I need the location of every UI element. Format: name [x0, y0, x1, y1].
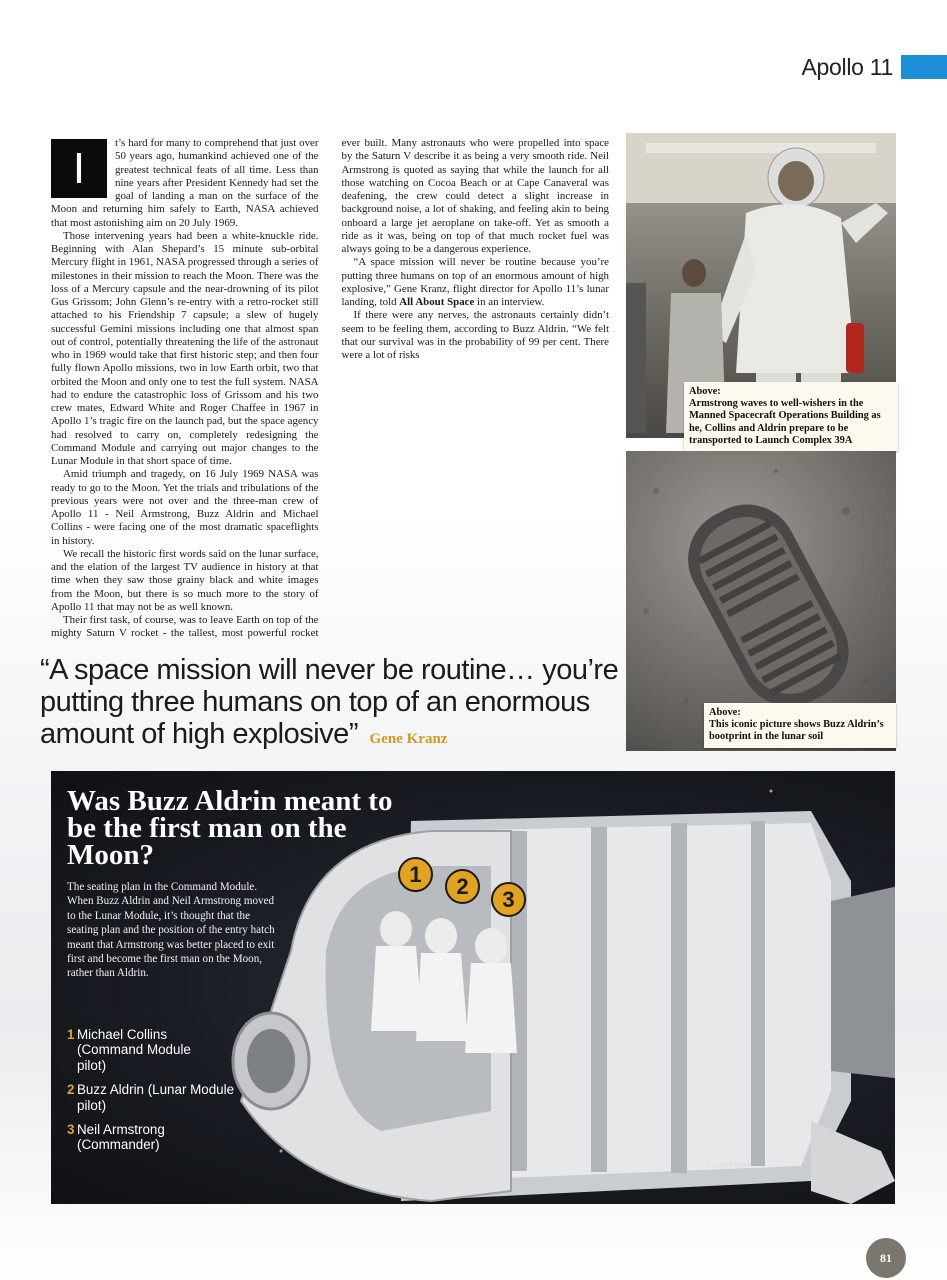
feature-title: Was Buzz Aldrin meant to be the first man on the Moon? — [67, 785, 393, 871]
article-paragraph-7: If there were any nerves, the astronauts certainly didn’t seem to be feeling them, according to Buzz Aldrin. “We felt that our survival was in the probability of 99 per cent. There were a lot of risks — [341, 309, 609, 361]
crew-name: Buzz Aldrin (Lunar Module pilot) — [77, 1082, 235, 1113]
article-paragraph-2: Those intervening years had been a white-knuckle ride. Beginning with Alan Shepard’s 15 minute sub-orbital Mercury flight in 1961, NASA progressed through a series of milestones in their mission to reach the Moon. There was the loss of a Mercury capsule and the near-drowning of its pilot Gus Grissom; John Glenn’s re-entry with a retro-rocket still attached to his Friendship 7 capsule; a slew of hugely successful Gemini missions including one that almost span out of control, potentially threatening the life of the astronaut who in 1969 would take that first historic step; and then four fully flown Apollo missions, two in low Earth orbit, two that orbited the Moon and only one to test the full system. NASA had to endure the catastrophic loss of Grissom and his two crew mates, Edward White and Roger Chaffee in 1967 in Apollo 1’s tragic fire on the launch pad, but the space agency had resolved to carry on, completely redesigning the Command Module and carrying out major changes to the Lunar Module in that short space of time. — [51, 229, 319, 467]
caption-text-1: Armstrong waves to well-wishers in the Manned Spacecraft Operations Building as he, Collins and Aldrin prepare to be transported to Launch Complex 39A — [689, 398, 881, 446]
article-paragraph-6: “A space mission will never be routine because you’re putting three humans on top of an enormous amount of high explosive,” Gene Kranz, flight director for Apollo 11’s lunar landing, told All About Space in an interview. — [341, 256, 609, 308]
section-header — [801, 54, 947, 80]
pull-quote — [40, 654, 625, 755]
crew-item-1 — [67, 1027, 267, 1073]
seat-badge-3: 3 — [491, 882, 526, 917]
pull-quote-text: “A space mission will never be routine… you’re putting three humans on top of an enormous amount of high explosive” — [40, 654, 619, 750]
seat-badge-1: 1 — [398, 857, 433, 892]
drop-cap: I — [51, 139, 107, 198]
seat-badge-2: 2 — [445, 869, 480, 904]
article-paragraph-4: We recall the historic first words said on the lunar surface, and the elation of the largest TV audience in history at that time when they saw those grainy black and white images from the Moon, but there is so much more to the story of Apollo 11 that may not be as well known. — [51, 547, 319, 613]
pull-quote-credit: Gene Kranz — [369, 731, 448, 747]
article-body — [51, 137, 609, 642]
page-number: 81 — [866, 1238, 906, 1278]
article-paragraph-1: I t’s hard for many to comprehend that just over 50 years ago, humankind achieved one of the greatest technical feats of all time. Less than nine years after President Kennedy had set the goal of landing a man on the surface of the Moon and returning him safely to Earth, NASA achieved that most astonishing aim on 20 July 1969. — [51, 137, 319, 229]
photo-caption-2 — [704, 703, 896, 748]
illustration-credit: © Adrian Mann — [706, 1161, 751, 1169]
article-paragraph-3: Amid triumph and tragedy, on 16 July 1969 NASA was ready to go to the Moon. Yet the trials and tribulations of the previous years were not over and the three-man crew of Apollo 11 - Neil Armstrong, Buzz Aldrin and Michael Collins - were facing one of the most dramatic spaceflights in history. — [51, 468, 319, 547]
crew-item-3 — [67, 1122, 267, 1153]
crew-number: 1 — [67, 1027, 75, 1042]
feature-description: The seating plan in the Command Module. When Buzz Aldrin and Neil Armstrong moved to the Lunar Module, it’s thought that the seating plan and the position of the entry hatch meant that Armstrong was better placed to exit first and become the first man on the Moon, rather than Aldrin. — [67, 881, 275, 980]
photo-caption-1 — [684, 382, 898, 451]
caption-label-1: Above: — [689, 386, 721, 397]
header-accent-bar — [901, 55, 947, 79]
caption-label-2: Above: — [709, 707, 741, 718]
crew-item-2 — [67, 1082, 267, 1113]
crew-name: Michael Collins (Command Module pilot) — [77, 1027, 191, 1073]
crew-number: 3 — [67, 1122, 75, 1138]
section-title: Apollo 11 — [801, 53, 893, 80]
caption-text-2: This iconic picture shows Buzz Aldrin’s bootprint in the lunar soil — [709, 719, 884, 743]
crew-list — [67, 1027, 267, 1162]
crew-number: 2 — [67, 1082, 75, 1098]
feature-box — [51, 771, 895, 1204]
article-paragraph-5: Their first task, of course, was to leave Earth on top of the mighty Saturn V rocket - the tallest, most powerful rocket ever built. Many astronauts who were propelled into space by the Saturn V describe it as being a very smooth ride. Neil Armstrong is quoted as saying that while the launch for all those watching on Cocoa Beach or at Cape Canaveral was deafening, the crew could detect a slight increase in background noise, a lot of shaking, and feeling akin to being onboard a large jet aeroplane on take-off. Yet as smooth a ride as it was, being on top of that much rocket fuel was always going to be a dangerous experience. — [51, 137, 609, 640]
crew-name: Neil Armstrong (Commander) — [77, 1122, 165, 1153]
